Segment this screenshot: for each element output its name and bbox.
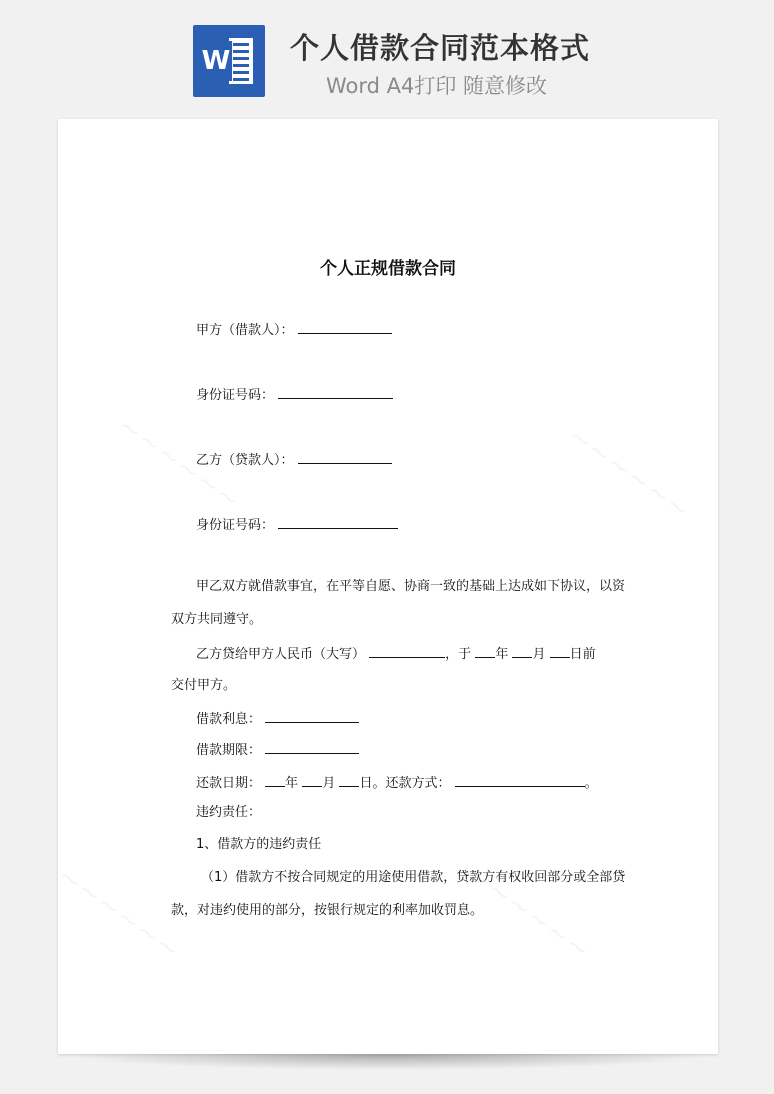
intro-line-1: 甲乙双方就借款事宜，在平等自愿、协商一致的基础上达成如下协议，以资	[196, 579, 626, 594]
repay-method-blank[interactable]	[455, 774, 585, 787]
loan-month-blank[interactable]	[512, 645, 532, 658]
id-b-blank[interactable]	[278, 516, 398, 529]
repay-day-label: 日。还款方式：	[359, 776, 451, 791]
repay-line	[196, 774, 598, 792]
term-label: 借款期限：	[196, 743, 262, 758]
page-header	[0, 0, 774, 115]
document-page	[58, 119, 718, 1054]
breach-item-1: 1、借款方的违约责任	[196, 837, 322, 852]
repay-day-blank[interactable]	[339, 774, 359, 787]
party-b-line	[196, 451, 392, 469]
loan-month-label: 月	[532, 647, 546, 662]
loan-day-blank[interactable]	[550, 645, 570, 658]
loan-year-label: 年	[495, 647, 509, 662]
id-a-blank[interactable]	[278, 386, 393, 399]
loan-amount-blank[interactable]	[369, 645, 445, 658]
breach-heading: 违约责任：	[196, 805, 262, 820]
party-a-blank[interactable]	[298, 321, 392, 334]
repay-end: 。	[584, 776, 598, 791]
loan-line-1	[196, 645, 596, 663]
watermark	[562, 421, 696, 527]
id-b-line	[196, 516, 398, 534]
id-a-line	[196, 386, 393, 404]
id-b-label: 身份证号码：	[196, 518, 275, 533]
loan-line-2: 交付甲方。	[171, 678, 237, 693]
term-line	[196, 741, 359, 759]
header-subtitle: Word A4打印 随意修改	[326, 74, 548, 98]
interest-label: 借款利息：	[196, 712, 262, 727]
header-title: 个人借款合同范本格式	[290, 31, 591, 65]
loan-year-blank[interactable]	[475, 645, 495, 658]
document-title: 个人正规借款合同	[320, 259, 456, 279]
repay-month-label: 月	[322, 776, 336, 791]
word-letter: W	[200, 41, 232, 81]
repay-label: 还款日期：	[196, 776, 262, 791]
loan-day-label: 日前	[569, 647, 596, 662]
repay-month-blank[interactable]	[302, 774, 322, 787]
party-a-label: 甲方（借款人）：	[196, 323, 294, 338]
loan-date-prefix: ，于	[445, 647, 472, 662]
repay-year-blank[interactable]	[265, 774, 285, 787]
clause-1-line-1: （1）借款方不按合同规定的用途使用借款，贷款方有权收回部分或全部贷	[201, 870, 626, 885]
term-blank[interactable]	[265, 741, 359, 754]
party-a-line	[196, 321, 392, 339]
word-document-icon	[193, 25, 265, 97]
intro-line-2: 双方共同遵守。	[171, 612, 263, 627]
loan-amount-label: 乙方贷给甲方人民币（大写）	[196, 647, 366, 662]
interest-blank[interactable]	[265, 710, 359, 723]
watermark	[58, 861, 186, 967]
repay-year-label: 年	[285, 776, 299, 791]
id-a-label: 身份证号码：	[196, 388, 275, 403]
clause-1-line-2: 款，对违约使用的部分，按银行规定的利率加收罚息。	[171, 903, 484, 918]
party-b-blank[interactable]	[298, 451, 392, 464]
page-lines-graphic	[229, 38, 253, 84]
party-b-label: 乙方（贷款人）：	[196, 453, 294, 468]
interest-line	[196, 710, 359, 728]
